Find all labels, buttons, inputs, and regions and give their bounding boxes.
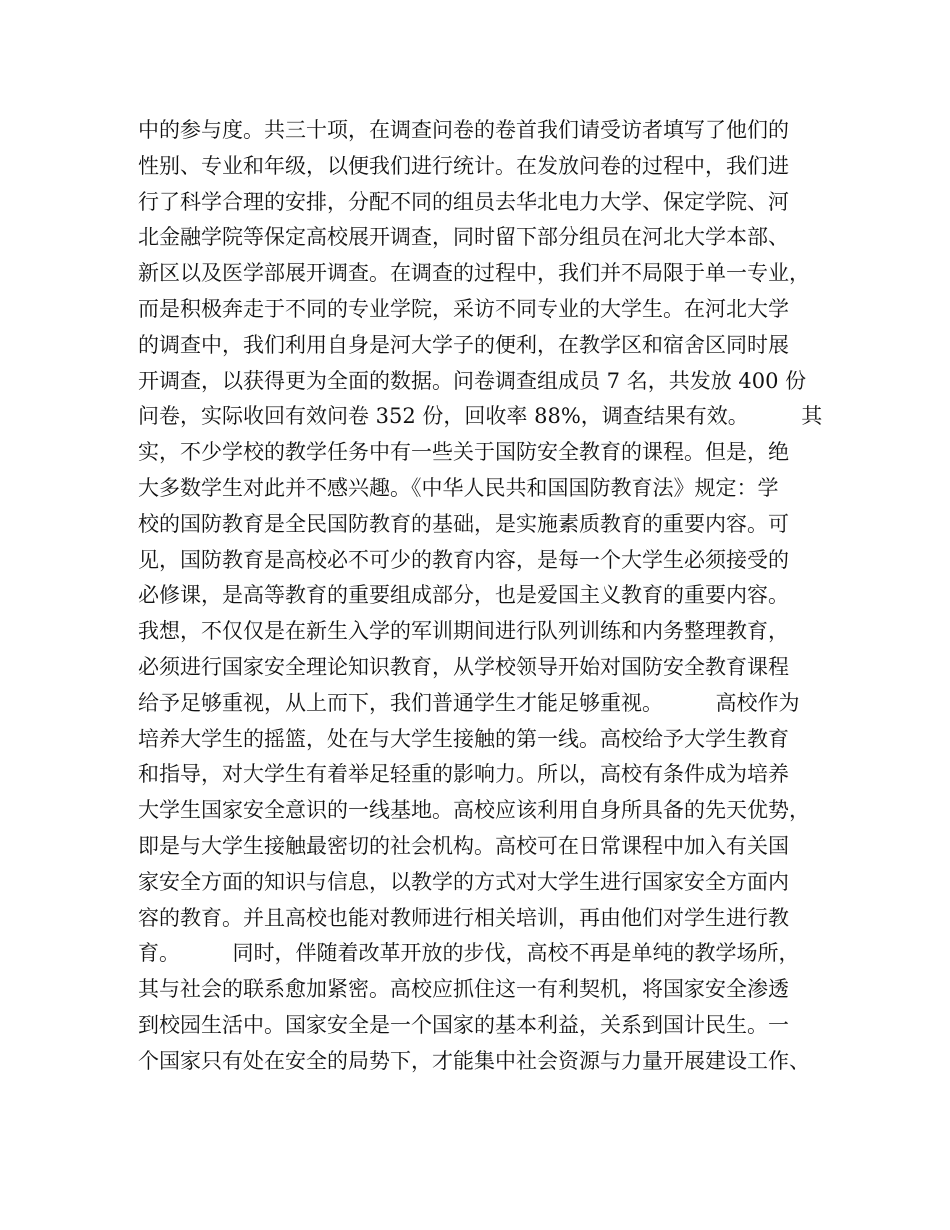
text-line: 实，不少学校的教学任务中有一些关于国防安全教育的课程。但是，绝 <box>138 440 789 465</box>
text-line: 个国家只有处在安全的局势下，才能集中社会资源与力量开展建设工作、 <box>138 1048 810 1073</box>
body-text <box>138 113 838 1080</box>
text-line: 家安全方面的知识与信息，以教学的方式对大学生进行国家安全方面内 <box>138 869 789 894</box>
text-line: 到校园生活中。国家安全是一个国家的基本利益，关系到国计民生。一 <box>138 1012 789 1037</box>
text-line: 开调查，以获得更为全面的数据。问卷调查组成员 7 名，共发放 400 份 <box>138 368 807 393</box>
text-line: 问卷，实际收回有效问卷 352 份，回收率 88%，调查结果有效。 其 <box>138 404 823 429</box>
text-line: 给予足够重视，从上而下，我们普通学生才能足够重视。 高校作为 <box>138 690 800 715</box>
text-line: 和指导，对大学生有着举足轻重的影响力。所以，高校有条件成为培养 <box>138 762 789 787</box>
text-line: 新区以及医学部展开调查。在调查的过程中，我们并不局限于单一专业， <box>138 261 810 286</box>
text-line: 大多数学生对此并不感兴趣。《中华人民共和国国防教育法》规定：学 <box>138 475 779 500</box>
text-line: 的调查中，我们利用自身是河大学子的便利，在教学区和宿舍区同时展 <box>138 332 789 357</box>
text-line: 校的国防教育是全民国防教育的基础，是实施素质教育的重要内容。可 <box>138 511 789 536</box>
text-line: 必须进行国家安全理论知识教育，从学校领导开始对国防安全教育课程 <box>138 654 789 679</box>
text-line: 性别、专业和年级，以便我们进行统计。在发放问卷的过程中，我们进 <box>138 153 789 178</box>
text-line: 培养大学生的摇篮，处在与大学生接触的第一线。高校给予大学生教育 <box>138 726 789 751</box>
text-line: 中的参与度。共三十项，在调查问卷的卷首我们请受访者填写了他们的 <box>138 118 789 142</box>
text-line: 大学生国家安全意识的一线基地。高校应该利用自身所具备的先天优势， <box>138 798 810 823</box>
text-line: 而是积极奔走于不同的专业学院，采访不同专业的大学生。在河北大学 <box>138 296 789 321</box>
text-line: 行了科学合理的安排，分配不同的组员去华北电力大学、保定学院、河 <box>138 189 789 214</box>
text-line: 见，国防教育是高校必不可少的教育内容，是每一个大学生必须接受的 <box>138 547 789 572</box>
text-line: 必修课，是高等教育的重要组成部分，也是爱国主义教育的重要内容。 <box>138 583 789 608</box>
text-line: 即是与大学生接触最密切的社会机构。高校可在日常课程中加入有关国 <box>138 833 789 858</box>
text-line: 育。 同时，伴随着改革开放的步伐，高校不再是单纯的教学场所， <box>138 941 800 966</box>
text-line: 容的教育。并且高校也能对教师进行相关培训，再由他们对学生进行教 <box>138 905 789 930</box>
text-line: 我想，不仅仅是在新生入学的军训期间进行队列训练和内务整理教育， <box>138 619 789 644</box>
text-line: 北金融学院等保定高校展开调查，同时留下部分组员在河北大学本部、 <box>138 225 789 250</box>
text-line: 其与社会的联系愈加紧密。高校应抓住这一有利契机，将国家安全渗透 <box>138 977 789 1002</box>
